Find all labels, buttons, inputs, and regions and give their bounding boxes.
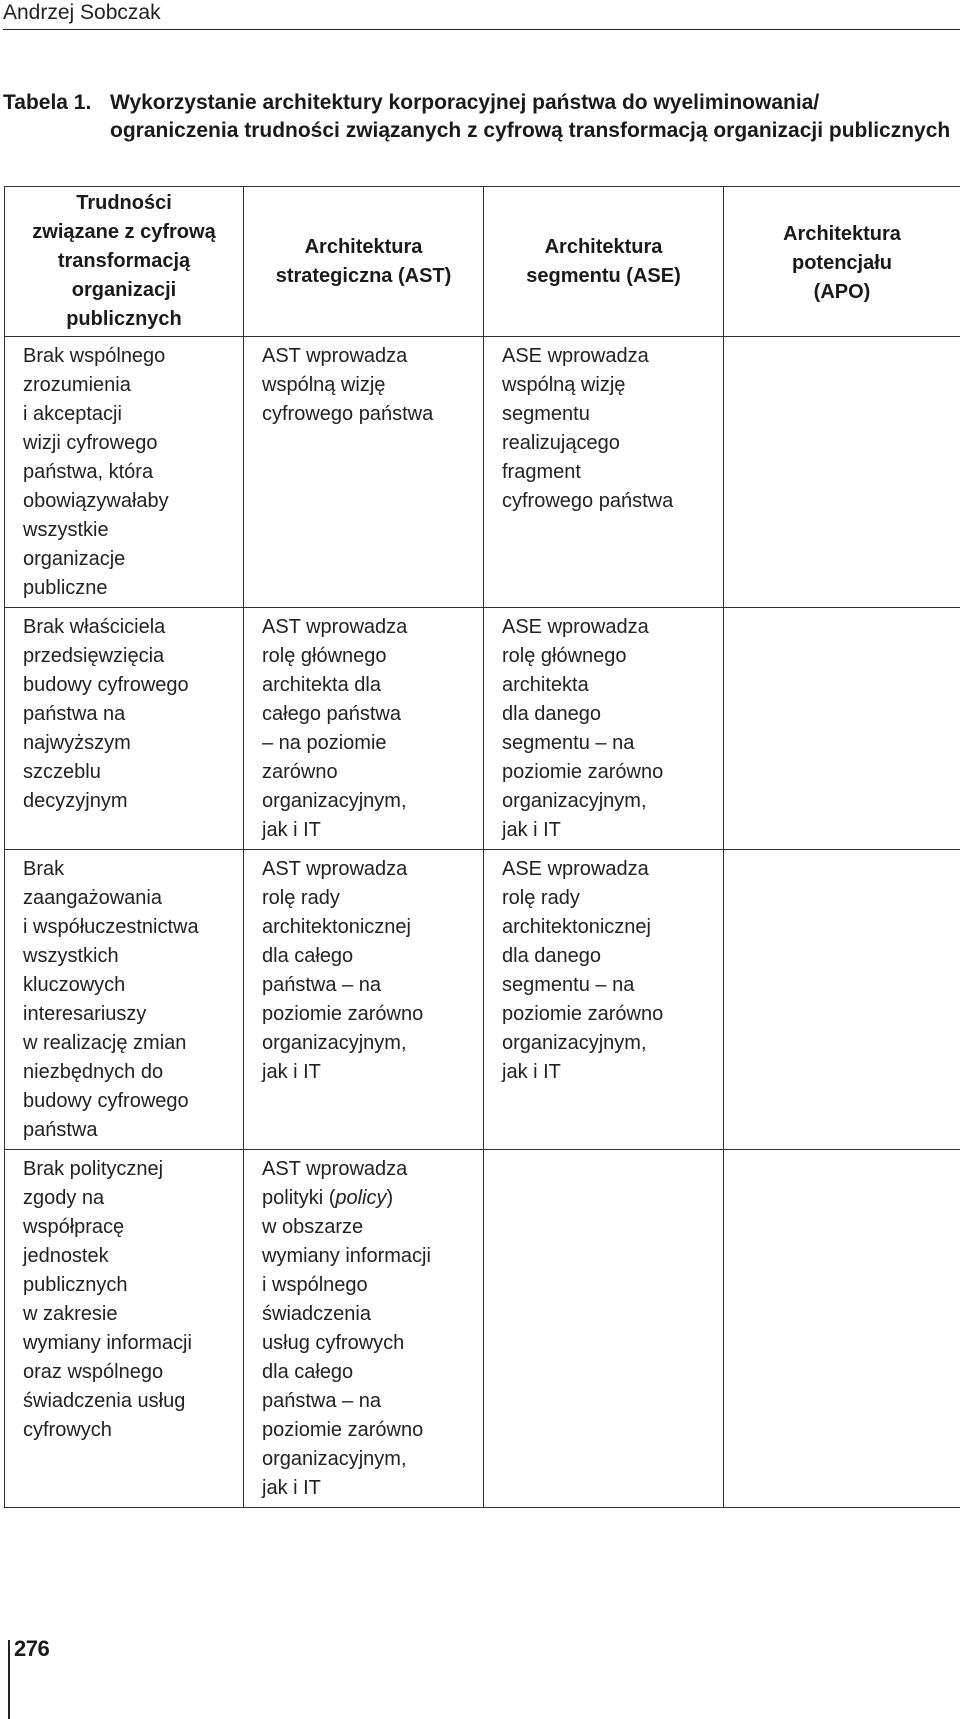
table-cell-ase: ASE wprowadza wspólną wizję segmentu realizującego fragment cyfrowego państwa	[484, 337, 724, 608]
table-header-row	[5, 187, 960, 337]
table-row	[5, 1150, 960, 1508]
table-cell-ast: AST wprowadza wspólną wizję cyfrowego państwa	[244, 337, 484, 608]
table-cell-ast	[244, 1150, 484, 1508]
caption-label: Tabela 1.	[3, 91, 92, 114]
ast-policy-text-before: AST wprowadza polityki (	[262, 1158, 408, 1209]
running-head-author: Andrzej Sobczak	[3, 1, 161, 24]
table-cell-apo	[724, 1150, 960, 1508]
header-rule	[3, 29, 960, 30]
header-strategic-architecture: Architektura strategiczna (AST)	[244, 187, 484, 337]
caption-text: Wykorzystanie architektury korporacyjnej państwa do wyeliminowania/ ograniczenia trudności związanych z cyfrową transformacją organizacji publicznych	[110, 91, 951, 142]
table-cell-ase: ASE wprowadza rolę głównego architekta dla danego segmentu – na poziomie zarówno organizacyjnym, jak i IT	[484, 608, 724, 850]
table-cell-ast: AST wprowadza rolę głównego architekta dla całego państwa – na poziomie zarówno organizacyjnym, jak i IT	[244, 608, 484, 850]
table-caption	[3, 89, 953, 145]
table-cell-apo	[724, 608, 960, 850]
ast-policy-text-after: ) w obszarze wymiany informacji i wspólnego świadczenia usług cyfrowych dla całego państwa – na poziomie zarówno organizacyjnym, jak i IT	[262, 1187, 431, 1499]
header-segment-architecture: Architektura segmentu (ASE)	[484, 187, 724, 337]
table-cell-difficulty: Brak wspólnego zrozumienia i akceptacji wizji cyfrowego państwa, która obowiązywałaby wszystkie organizacje publiczne	[5, 337, 244, 608]
header-difficulties: Trudności związane z cyfrową transformacją organizacji publicznych	[5, 187, 244, 337]
table-cell-apo	[724, 337, 960, 608]
table-cell-difficulty: Brak właściciela przedsięwzięcia budowy cyfrowego państwa na najwyższym szczeblu decyzyjnym	[5, 608, 244, 850]
ast-policy-italic-term: policy	[335, 1187, 387, 1209]
table-row	[5, 608, 960, 850]
page-number: 276	[14, 1636, 50, 1661]
table-cell-ase	[484, 1150, 724, 1508]
table-cell-ast: AST wprowadza rolę rady architektonicznej dla całego państwa – na poziomie zarówno organizacyjnym, jak i IT	[244, 850, 484, 1150]
table-cell-ase: ASE wprowadza rolę rady architektonicznej dla danego segmentu – na poziomie zarówno organizacyjnym, jak i IT	[484, 850, 724, 1150]
header-capability-architecture: Architektura potencjału (APO)	[724, 187, 960, 337]
page-number-bar	[8, 1640, 10, 1719]
table-row	[5, 850, 960, 1150]
table-cell-difficulty: Brak zaangażowania i współuczestnictwa wszystkich kluczowych interesariuszy w realizację zmian niezbędnych do budowy cyfrowego państwa	[5, 850, 244, 1150]
table-cell-apo	[724, 850, 960, 1150]
table-cell-difficulty: Brak politycznej zgody na współpracę jednostek publicznych w zakresie wymiany informacji oraz wspólnego świadczenia usług cyfrowych	[5, 1150, 244, 1508]
architecture-table	[4, 186, 960, 1508]
table-row	[5, 337, 960, 608]
